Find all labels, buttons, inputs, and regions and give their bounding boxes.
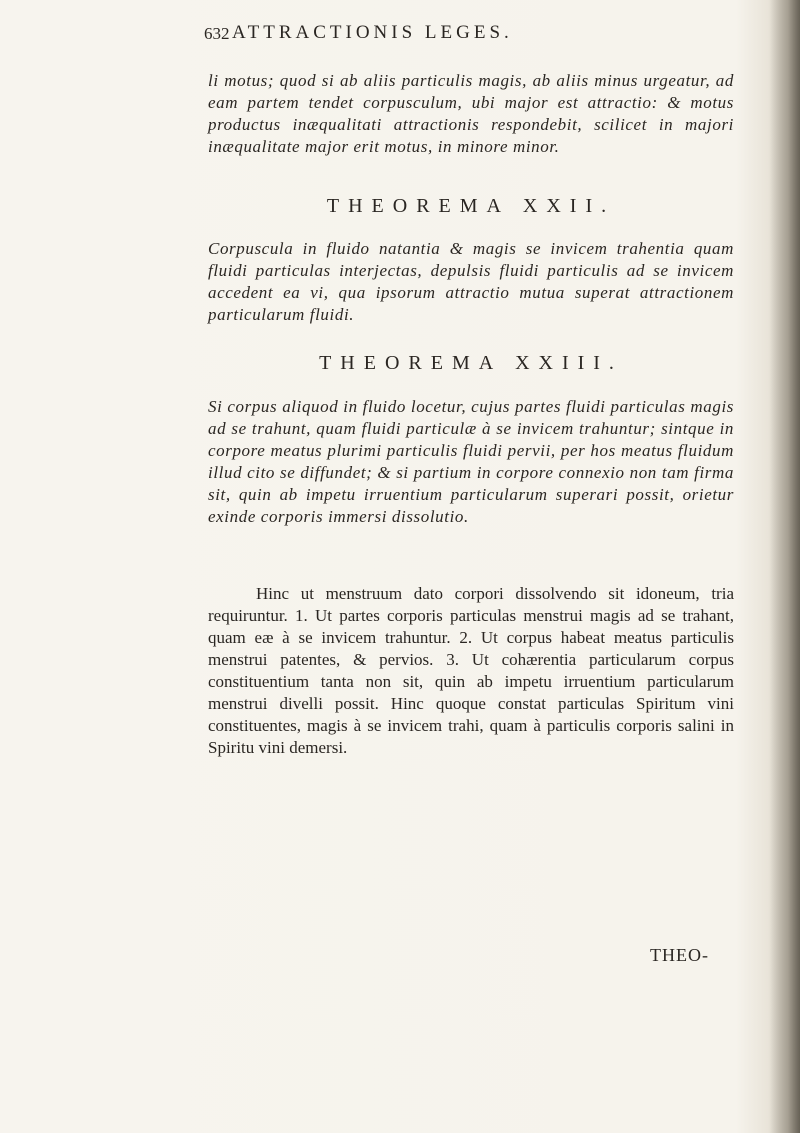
- theorem-23-body: Si corpus aliquod in fluido locetur, cujus partes fluidi particulas magis ad se trahunt, quam fluidi particulæ à se invicem trahuntur; sintque in corpore meatus plurimi particulis fluidi pervii, per hos meatus fluidum illud cito se diffundet; & si partium in corpore connexio non tam firma sit, quin ab impetu irruentium particularum superari possit, orietur exinde corporis immersi dissolutio.: [208, 397, 734, 526]
- intro-continuation-paragraph: li motus; quod si ab aliis particulis magis, ab aliis minus urgeatur, ad eam partem tendet corpusculum, ubi major est attractio: & motus productus inæqualitati attractionis respondebit, scilicet in majori inæqualitate major erit motus, in minore minor.: [208, 71, 734, 156]
- catchword: THEO-: [650, 945, 709, 965]
- theorem-22-body: Corpuscula in fluido natantia & magis se invicem trahentia quam fluidi particulas interjectas, depulsis fluidi particulis ad se invicem accedent ea vi, qua ipsorum attractio mutua superat attractionem particularum fluidi.: [208, 239, 734, 324]
- page-number: 632: [204, 24, 230, 43]
- theorem-22-title: THEOREMA XXII.: [326, 195, 616, 217]
- page-edge-shadow: [770, 0, 800, 1133]
- commentary-paragraph: Hinc ut menstruum dato corpori dissolvendo sit idoneum, tria requiruntur. 1. Ut partes corporis particulas menstrui magis ad se trahant, quam eæ à se invicem trahuntur. 2. Ut corpus habeat meatus particulis menstrui patentes, & pervios. 3. Ut cohærentia particularum corpus constituentium tanta non sit, quin ab impetu irruentium particularum menstrui divelli possit. Hinc quoque constat particulas Spiritum vini constituentes, magis à se invicem trahi, quam à particulis corporis salini in Spiritu vini demersi.: [208, 584, 734, 757]
- theorem-23-title: THEOREMA XXIII.: [319, 352, 623, 374]
- running-head: ATTRACTIONIS LEGES.: [232, 22, 513, 43]
